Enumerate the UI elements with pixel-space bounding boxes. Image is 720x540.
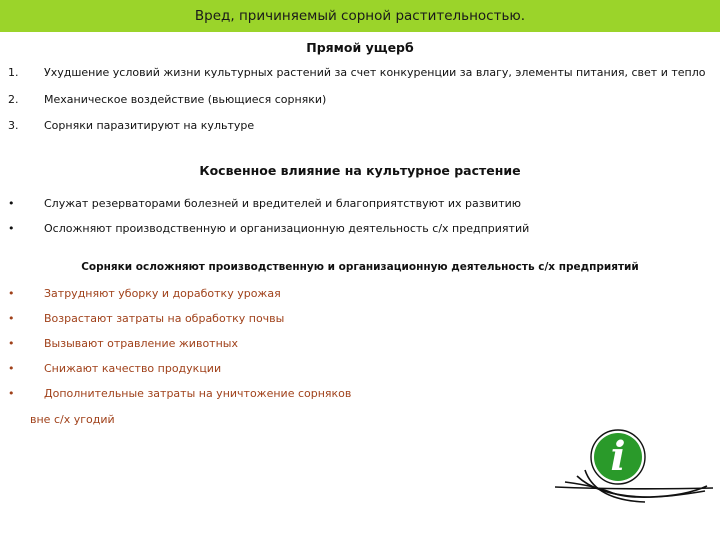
bullet: • xyxy=(8,337,15,350)
info-icon xyxy=(555,420,715,510)
bullet: • xyxy=(8,197,15,210)
list-item-text: Сорняки паразитируют на культуре xyxy=(44,119,255,132)
list-item xyxy=(8,362,221,375)
bullet: • xyxy=(8,387,15,400)
list-item xyxy=(8,287,281,300)
list-item-text: Ухудшение условий жизни культурных растений за счет конкуренции за влагу, элементы питания, свет и тепло xyxy=(44,66,706,79)
list-item xyxy=(8,93,326,106)
bullet: • xyxy=(8,362,15,375)
list-item xyxy=(8,387,351,400)
list-item-text: Осложняют производственную и организационную деятельность с/х предприятий xyxy=(44,222,530,235)
list-item-text: Затрудняют уборку и доработку урожая xyxy=(44,287,281,300)
bullet: • xyxy=(8,312,15,325)
list-item-text: Дополнительные затраты на уничтожение сорняков xyxy=(44,387,352,400)
list-item xyxy=(8,197,521,210)
list-item xyxy=(8,66,705,79)
list-item-text: Снижают качество продукции xyxy=(44,362,222,375)
list-item xyxy=(8,337,238,350)
list-item xyxy=(8,222,529,235)
info-glyph: i xyxy=(610,433,626,480)
list-item-text: Возрастают затраты на обработку почвы xyxy=(44,312,285,325)
organizational-heading: Сорняки осложняют производственную и организационную деятельность с/х предприятий xyxy=(81,261,639,273)
list-item-continuation: вне с/х угодий xyxy=(30,413,115,426)
list-number: 1. xyxy=(8,66,19,79)
list-item xyxy=(8,119,254,132)
indirect-influence-heading: Косвенное влияние на культурное растение xyxy=(199,163,521,178)
list-number: 3. xyxy=(8,119,19,132)
direct-damage-heading: Прямой ущерб xyxy=(306,40,414,55)
list-item-text: Механическое воздействие (вьющиеся сорняки) xyxy=(44,93,327,106)
list-item xyxy=(8,312,284,325)
list-item-text: Вызывают отравление животных xyxy=(44,337,238,350)
list-number: 2. xyxy=(8,93,19,106)
list-item-text: Служат резерваторами болезней и вредителей и благоприятствуют их развитию xyxy=(44,197,522,210)
bullet: • xyxy=(8,287,15,300)
page-title: Вред, причиняемый сорной растительностью. xyxy=(194,8,526,24)
bullet: • xyxy=(8,222,15,235)
title-bar xyxy=(0,0,720,32)
